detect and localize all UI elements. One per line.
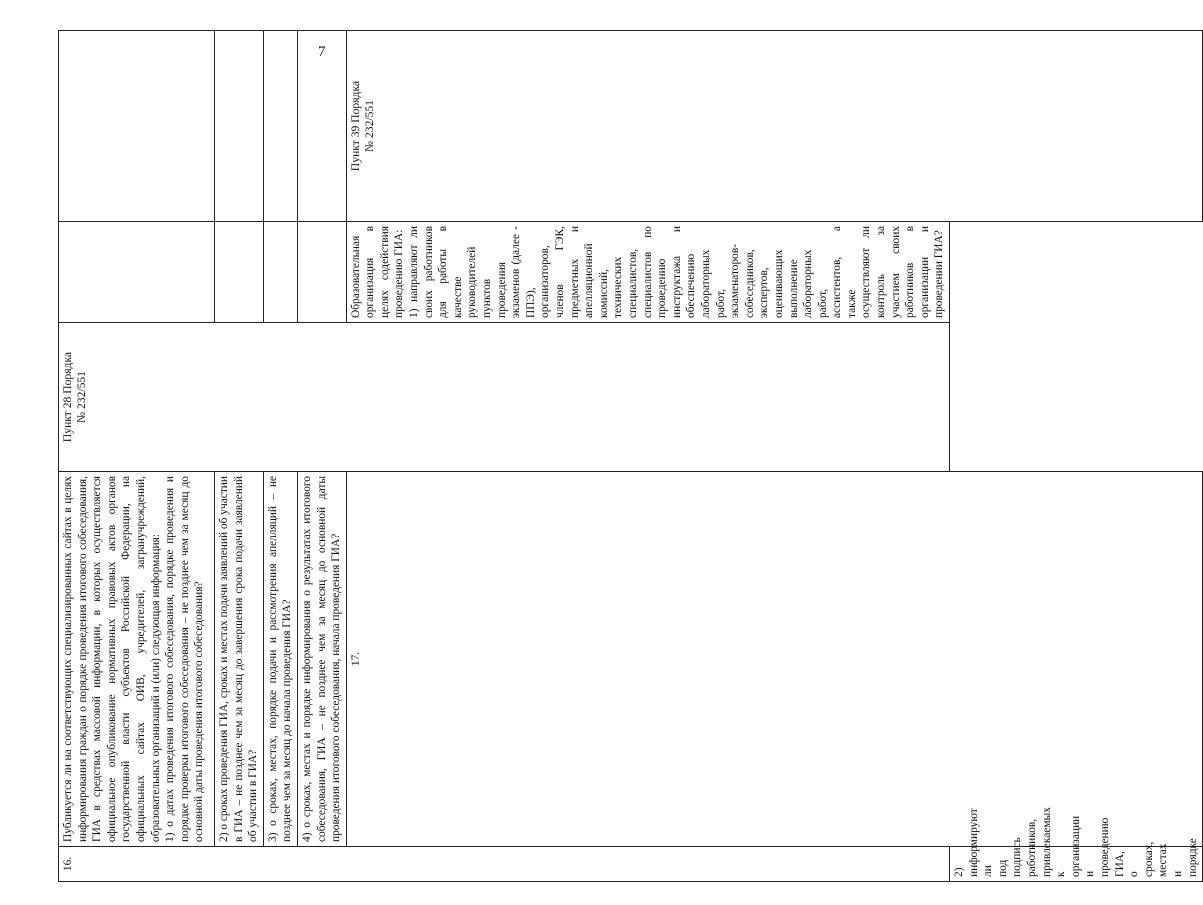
criterion-text [59,472,215,847]
criterion-intro: Образовательная организация в целях содействия проведению ГИА: [349,226,406,318]
row-number: 16. [59,847,950,882]
legal-reference [59,323,950,472]
rotated-sheet [58,64,1199,882]
criterion-text [346,222,949,323]
criteria-table [58,30,1203,882]
criterion-intro: Публикуется ли на соответствующих специализированных сайтах в целях информирования граждан о порядке проведения итогового собеседования, ГИА в средствах массовой информации, в которых осуществляется официальное опубликование нормативных правовых актов органов государственной власти субъектов Российской Федерации, на официальных сайтах ОИВ, учредителей, загранучреждений, образовательных организаций и (или) следующая информация: [62,476,162,842]
criterion-item: 2) информируют ли под подпись работников, привлекаемых к организации и проведению ГИА, о сроках, местах и порядке [950,847,1203,882]
empty-cell [297,222,346,323]
reference-line: № 232/551 [75,371,88,423]
reference-line: № 232/551 [362,100,376,152]
row-number: 17. [346,472,1202,847]
empty-cell [297,31,346,222]
reference-line: Пункт 28 Порядка [61,351,74,443]
criterion-item: 1) о датах проведения итогового собеседования, порядке проведения и порядке проверки итогового собеседования – не позднее чем за месяц до основной даты проведения итогового собеседования? [164,476,206,842]
criterion-item: 1) направляют ли своих работников для работы в качестве руководителей пунктов проведения экзаменов (далее - ППЭ), организаторов, членов ГЭК, предметных и апелляционной комиссий, технических специалистов, специалистов по проведению инструктажа и обеспечению лабораторных работ, экзаменаторов-собеседников, экспертов, оценивающих выполнение лабораторных работ, ассистентов, а также осуществляют ли контроль за участием своих работников в организации и проведении ГИА? [408,226,946,318]
empty-cell [214,222,263,323]
empty-cell [59,31,215,222]
criterion-item: 4) о сроках, местах и порядке информирования о результатах итогового собеседования, ГИА – не позднее чем за месяц до основной даты проведения итогового собеседования, начала проведения ГИА? [297,472,346,847]
page-number: 7 [318,44,326,60]
table-row [59,31,215,882]
empty-cell [214,31,263,222]
empty-cell [263,222,297,323]
empty-cell [263,31,297,222]
legal-reference [346,31,1202,222]
criterion-item: 3) о сроках, местах, порядке подачи и рассмотрения апелляций – не позднее чем за месяц до начала проведения ГИА? [263,472,297,847]
empty-cell [59,222,215,323]
reference-line: Пункт 39 Порядка [348,80,362,172]
criterion-item: 2) о сроках проведения ГИА, сроках и местах подачи заявлений об участии в ГИА – не позднее чем за месяц до завершения срока подачи заявлений об участии в ГИА? [214,472,263,847]
